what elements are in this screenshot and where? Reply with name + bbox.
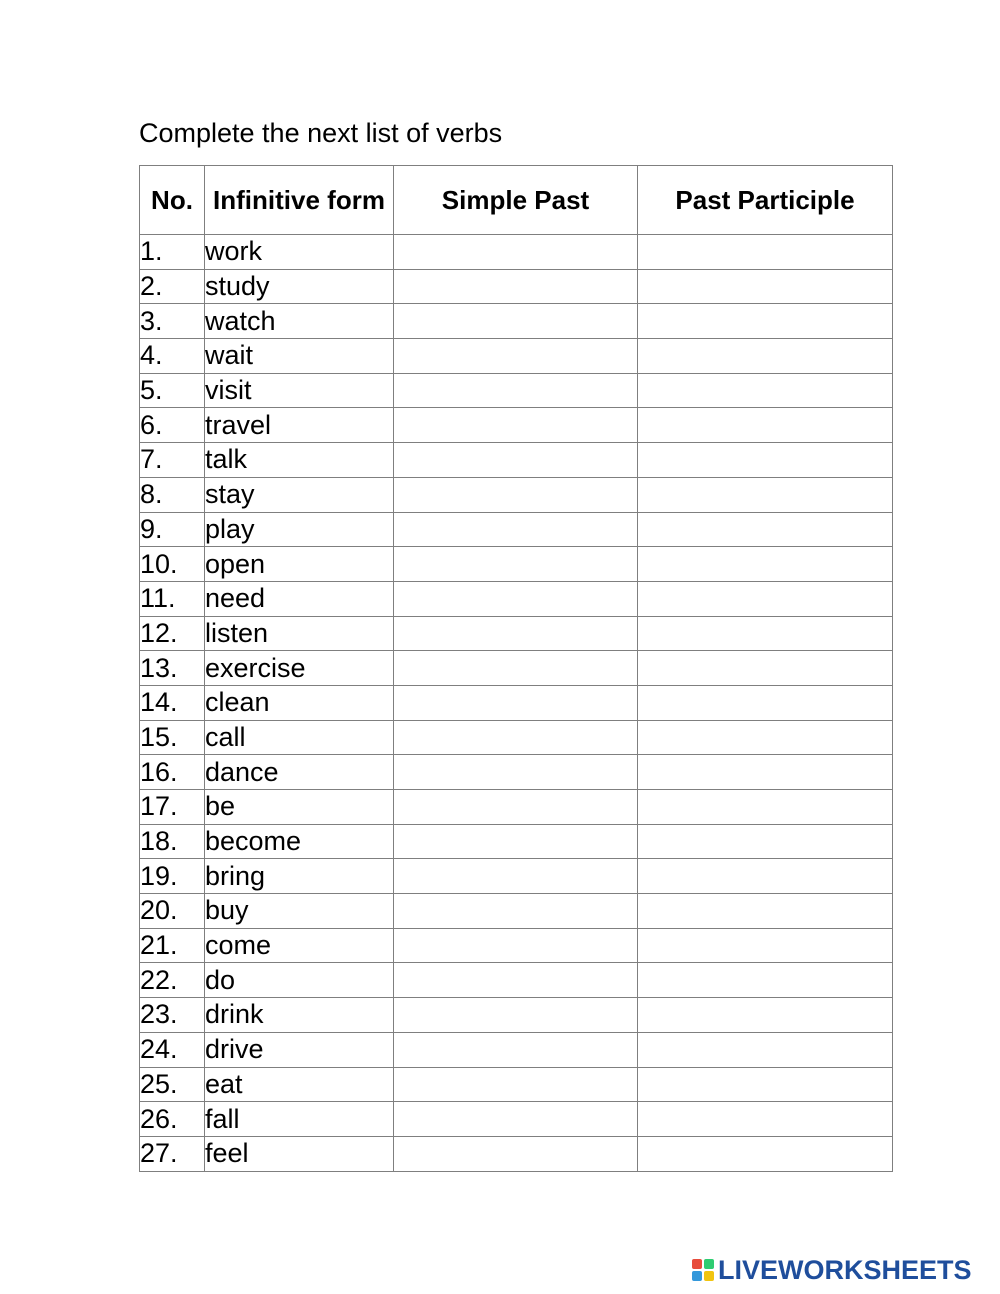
row-number: 3. xyxy=(140,304,205,339)
infinitive-cell: buy xyxy=(205,894,394,929)
past-participle-answer-cell[interactable] xyxy=(638,685,893,720)
infinitive-cell: drink xyxy=(205,998,394,1033)
table-row xyxy=(140,304,893,339)
table-row xyxy=(140,581,893,616)
past-participle-answer-cell[interactable] xyxy=(638,651,893,686)
past-participle-answer-cell[interactable] xyxy=(638,963,893,998)
infinitive-cell: feel xyxy=(205,1136,394,1171)
row-number: 2. xyxy=(140,269,205,304)
simple-past-answer-cell[interactable] xyxy=(394,1136,638,1171)
row-number: 21. xyxy=(140,928,205,963)
table-row xyxy=(140,269,893,304)
row-number: 9. xyxy=(140,512,205,547)
instruction-text: Complete the next list of verbs xyxy=(139,118,503,148)
simple-past-answer-cell[interactable] xyxy=(394,790,638,825)
infinitive-cell: play xyxy=(205,512,394,547)
simple-past-answer-cell[interactable] xyxy=(394,1102,638,1137)
past-participle-answer-cell[interactable] xyxy=(638,547,893,582)
row-number: 23. xyxy=(140,998,205,1033)
simple-past-answer-cell[interactable] xyxy=(394,408,638,443)
simple-past-answer-cell[interactable] xyxy=(394,998,638,1033)
past-participle-answer-cell[interactable] xyxy=(638,339,893,374)
logo-square-4 xyxy=(704,1271,714,1281)
past-participle-answer-cell[interactable] xyxy=(638,1102,893,1137)
simple-past-answer-cell[interactable] xyxy=(394,304,638,339)
table-row xyxy=(140,235,893,270)
simple-past-answer-cell[interactable] xyxy=(394,235,638,270)
table-row xyxy=(140,512,893,547)
row-number: 25. xyxy=(140,1067,205,1102)
infinitive-cell: fall xyxy=(205,1102,394,1137)
row-number: 12. xyxy=(140,616,205,651)
row-number: 1. xyxy=(140,235,205,270)
past-participle-answer-cell[interactable] xyxy=(638,408,893,443)
row-number: 19. xyxy=(140,859,205,894)
simple-past-answer-cell[interactable] xyxy=(394,512,638,547)
table-row xyxy=(140,651,893,686)
simple-past-answer-cell[interactable] xyxy=(394,824,638,859)
infinitive-cell: dance xyxy=(205,755,394,790)
table-row xyxy=(140,755,893,790)
past-participle-answer-cell[interactable] xyxy=(638,1032,893,1067)
simple-past-answer-cell[interactable] xyxy=(394,859,638,894)
table-row xyxy=(140,443,893,478)
row-number: 10. xyxy=(140,547,205,582)
past-participle-answer-cell[interactable] xyxy=(638,1136,893,1171)
table-row xyxy=(140,1032,893,1067)
infinitive-cell: wait xyxy=(205,339,394,374)
table-row xyxy=(140,685,893,720)
past-participle-answer-cell[interactable] xyxy=(638,235,893,270)
past-participle-answer-cell[interactable] xyxy=(638,477,893,512)
table-row xyxy=(140,963,893,998)
logo-square-3 xyxy=(692,1271,702,1281)
past-participle-answer-cell[interactable] xyxy=(638,859,893,894)
infinitive-cell: be xyxy=(205,790,394,825)
row-number: 24. xyxy=(140,1032,205,1067)
simple-past-answer-cell[interactable] xyxy=(394,1067,638,1102)
past-participle-answer-cell[interactable] xyxy=(638,581,893,616)
header-past-participle: Past Participle xyxy=(638,166,893,235)
simple-past-answer-cell[interactable] xyxy=(394,1032,638,1067)
infinitive-cell: drive xyxy=(205,1032,394,1067)
simple-past-answer-cell[interactable] xyxy=(394,928,638,963)
infinitive-cell: open xyxy=(205,547,394,582)
table-row xyxy=(140,477,893,512)
row-number: 6. xyxy=(140,408,205,443)
simple-past-answer-cell[interactable] xyxy=(394,894,638,929)
table-row xyxy=(140,408,893,443)
infinitive-cell: watch xyxy=(205,304,394,339)
row-number: 22. xyxy=(140,963,205,998)
row-number: 17. xyxy=(140,790,205,825)
simple-past-answer-cell[interactable] xyxy=(394,547,638,582)
table-row xyxy=(140,616,893,651)
table-row xyxy=(140,1102,893,1137)
past-participle-answer-cell[interactable] xyxy=(638,1067,893,1102)
simple-past-answer-cell[interactable] xyxy=(394,373,638,408)
simple-past-answer-cell[interactable] xyxy=(394,685,638,720)
infinitive-cell: work xyxy=(205,235,394,270)
infinitive-cell: listen xyxy=(205,616,394,651)
row-number: 4. xyxy=(140,339,205,374)
infinitive-cell: travel xyxy=(205,408,394,443)
liveworksheets-logo-icon xyxy=(692,1259,714,1281)
simple-past-answer-cell[interactable] xyxy=(394,616,638,651)
row-number: 15. xyxy=(140,720,205,755)
verbs-table xyxy=(139,165,893,1172)
table-row xyxy=(140,339,893,374)
infinitive-cell: exercise xyxy=(205,651,394,686)
past-participle-answer-cell[interactable] xyxy=(638,720,893,755)
row-number: 18. xyxy=(140,824,205,859)
infinitive-cell: do xyxy=(205,963,394,998)
simple-past-answer-cell[interactable] xyxy=(394,720,638,755)
past-participle-answer-cell[interactable] xyxy=(638,443,893,478)
infinitive-cell: clean xyxy=(205,685,394,720)
infinitive-cell: need xyxy=(205,581,394,616)
infinitive-cell: visit xyxy=(205,373,394,408)
table-row xyxy=(140,1067,893,1102)
table-row xyxy=(140,824,893,859)
simple-past-answer-cell[interactable] xyxy=(394,963,638,998)
past-participle-answer-cell[interactable] xyxy=(638,894,893,929)
verb-rows xyxy=(140,235,893,1172)
infinitive-cell: become xyxy=(205,824,394,859)
table-row xyxy=(140,859,893,894)
infinitive-cell: talk xyxy=(205,443,394,478)
table-row xyxy=(140,894,893,929)
table-row xyxy=(140,720,893,755)
liveworksheets-brand xyxy=(692,1255,972,1285)
table-header-row xyxy=(140,166,893,235)
row-number: 14. xyxy=(140,685,205,720)
simple-past-answer-cell[interactable] xyxy=(394,755,638,790)
past-participle-answer-cell[interactable] xyxy=(638,755,893,790)
past-participle-answer-cell[interactable] xyxy=(638,373,893,408)
table-row xyxy=(140,547,893,582)
table-row xyxy=(140,928,893,963)
past-participle-answer-cell[interactable] xyxy=(638,928,893,963)
simple-past-answer-cell[interactable] xyxy=(394,443,638,478)
row-number: 16. xyxy=(140,755,205,790)
simple-past-answer-cell[interactable] xyxy=(394,339,638,374)
table-row xyxy=(140,998,893,1033)
table-row xyxy=(140,1136,893,1171)
simple-past-answer-cell[interactable] xyxy=(394,477,638,512)
infinitive-cell: come xyxy=(205,928,394,963)
past-participle-answer-cell[interactable] xyxy=(638,269,893,304)
row-number: 11. xyxy=(140,581,205,616)
header-simple-past: Simple Past xyxy=(394,166,638,235)
infinitive-cell: call xyxy=(205,720,394,755)
infinitive-cell: eat xyxy=(205,1067,394,1102)
past-participle-answer-cell[interactable] xyxy=(638,824,893,859)
simple-past-answer-cell[interactable] xyxy=(394,651,638,686)
simple-past-answer-cell[interactable] xyxy=(394,269,638,304)
row-number: 5. xyxy=(140,373,205,408)
row-number: 7. xyxy=(140,443,205,478)
row-number: 8. xyxy=(140,477,205,512)
header-infinitive: Infinitive form xyxy=(205,166,394,235)
past-participle-answer-cell[interactable] xyxy=(638,304,893,339)
row-number: 26. xyxy=(140,1102,205,1137)
past-participle-answer-cell[interactable] xyxy=(638,512,893,547)
past-participle-answer-cell[interactable] xyxy=(638,616,893,651)
past-participle-answer-cell[interactable] xyxy=(638,998,893,1033)
table-row xyxy=(140,790,893,825)
logo-square-1 xyxy=(692,1259,702,1269)
row-number: 13. xyxy=(140,651,205,686)
infinitive-cell: study xyxy=(205,269,394,304)
infinitive-cell: bring xyxy=(205,859,394,894)
header-no: No. xyxy=(140,166,205,235)
past-participle-answer-cell[interactable] xyxy=(638,790,893,825)
table-row xyxy=(140,373,893,408)
infinitive-cell: stay xyxy=(205,477,394,512)
logo-square-2 xyxy=(704,1259,714,1269)
row-number: 20. xyxy=(140,894,205,929)
simple-past-answer-cell[interactable] xyxy=(394,581,638,616)
row-number: 27. xyxy=(140,1136,205,1171)
brand-text: LIVEWORKSHEETS xyxy=(718,1255,972,1285)
